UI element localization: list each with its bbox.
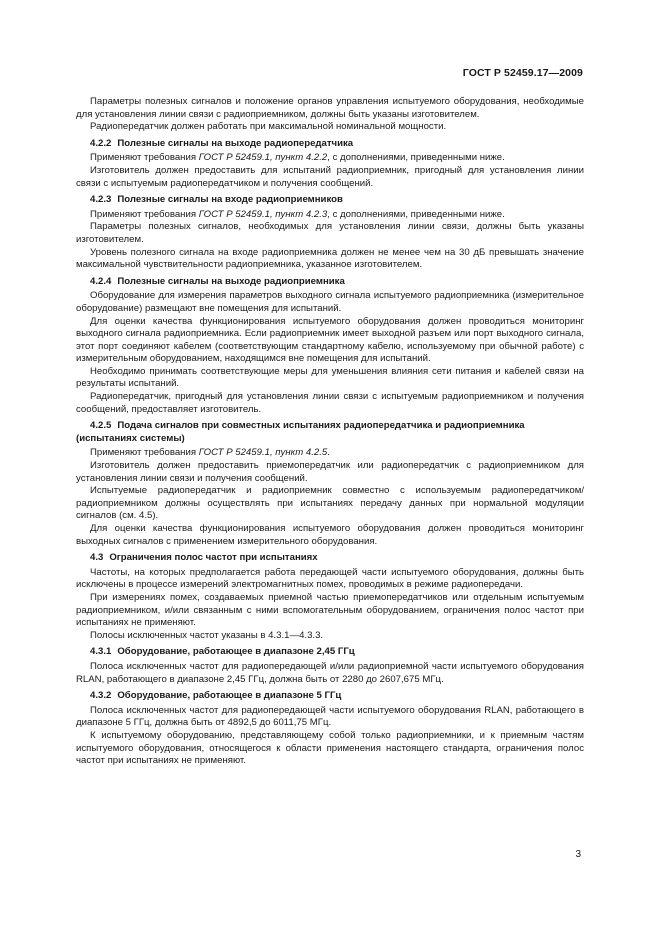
section-title: Полезные сигналы на входе радиоприемников [117,194,343,206]
intro-paragraph-1: Параметры полезных сигналов и положение органов управления испытуемого оборудования, необходимые для установления линии связи с радиоприемником, должны быть указаны изготовителем. [76,96,584,120]
section-number: 4.2.2 [90,137,112,149]
paragraph: Полосы исключенных частот указаны в 4.3.1—4.3.3. [90,629,324,641]
paragraph: Параметры полезных сигналов, необходимых для установления линии связи, должны быть указаны изготовителем. [76,221,584,245]
standard-reference: ГОСТ Р 52459.1, пункт 4.2.5 [198,447,328,459]
page-number: 3 [575,849,581,860]
section-heading-4-2-5 [76,420,584,445]
paragraph: Радиопередатчик, пригодный для установления линии связи с испытуемым радиоприемником и получения сообщений, предоставляет изготовитель. [76,391,584,415]
text-run: Применяют требования [90,447,199,459]
standard-reference: ГОСТ Р 52459.1, пункт 4.2.3 [198,208,328,220]
paragraph [76,447,584,460]
paragraph: Изготовитель должен предоставить для испытаний радиоприемник, пригодный для установления линии связи с испытуемым радиопередатчиком и получения сообщений. [76,164,584,189]
intro-paragraph-2: Радиопередатчик должен работать при максимальной номинальной мощности. [90,121,447,133]
section-title: Ограничения полос частот при испытаниях [109,552,318,564]
paragraph: При измерениях помех, создаваемых приемной частью приемопередатчиков или отдельным испытуемым радиоприемником, и/или связанным с ними вспомогательным оборудованием, ограничения полос частот при испытаниях не применяют. [76,591,584,629]
section-title: Оборудование, работающее в диапазоне 5 ГГц [117,690,342,702]
text-run: Применяют требования [90,208,199,220]
section-number: 4.2.3 [90,194,112,206]
section-number: 4.3.2 [90,690,112,702]
paragraph [76,209,584,222]
text-run: Применяют требования [90,152,199,164]
paragraph: Испытуемые радиопередатчик и радиоприемник совместно с используемым радиопередатчиком/радиоприемником должны осуществлять при испытаниях передачу данных при нормальной модуляции сигналов (см. 4.5). [76,485,584,522]
paragraph: Оборудование для измерения параметров выходного сигнала испытуемого радиоприемника (измерительное оборудование) размещают вне помещения для испытаний. [76,290,584,314]
section-heading-4-2-4 [76,276,584,289]
section-heading-4-2-3 [76,194,584,207]
paragraph: К испытуемому оборудованию, представляющему собой только радиоприемники, и к приемным частям испытуемого оборудования, относящегося к области применения настоящего стандарта, ограничения полос частот при испытаниях не применяют. [76,729,584,767]
section-heading-4-3-1 [76,646,584,659]
text-run: , с дополнениями, приведенными ниже. [327,208,505,220]
paragraph: Изготовитель должен предоставить приемопередатчик или радиопередатчик с радиоприемником для установления линии связи и получения сообщений. [76,460,584,484]
text-run: . [327,447,330,459]
standard-reference: ГОСТ Р 52459.1, пункт 4.2.2 [198,152,328,164]
paragraph: Уровень полезного сигнала на входе радиоприемника должен не менее чем на 30 дБ превышать значение максимальной чувствительности радиоприемника, указанное изготовителем. [76,246,584,271]
section-title: Полезные сигналы на выходе радиоприемника [117,275,345,287]
section-number: 4.3.1 [90,646,112,658]
paragraph [76,152,584,165]
section-number: 4.3 [90,552,104,564]
paragraph: Частоты, на которых предполагается работа передающей части испытуемого оборудования, должны быть исключены в процессе измерений электромагнитных помех, проводимых в режиме радиопередачи. [76,566,584,591]
section-number: 4.2.4 [90,275,112,287]
section-number: 4.2.5 [90,420,112,432]
paragraph: Для оценки качества функционирования испытуемого оборудования должен проводиться мониторинг выходных сигналов с применением измерительного оборудования. [76,523,584,547]
section-heading-4-3 [76,552,584,565]
paragraph: Полоса исключенных частот для радиопередающей части испытуемого оборудования RLAN, работающего в диапазоне 5 ГГц, должна быть от 4892,5 до 6011,75 МГц. [76,704,584,729]
paragraph: Для оценки качества функционирования испытуемого оборудования должен проводиться мониторинг выходного сигнала радиоприемника. Если радиоприемник имеет выходной разъем или порт выходного сигнала, этот порт соединяют кабелем (соответствующим стандартному кабелю, используемому при обычной работе) с измерительным оборудованием, находящимся вне помещения для испытаний. [76,315,584,365]
text-run: , с дополнениями, приведенными ниже. [327,152,505,164]
section-title: Оборудование, работающее в диапазоне 2,45 ГГц [117,646,355,658]
section-title: Полезные сигналы на выходе радиопередатчика [117,137,354,149]
section-heading-4-2-2 [76,138,584,151]
section-heading-4-3-2 [76,690,584,703]
document-body [76,96,584,768]
paragraph: Полоса исключенных частот для радиопередающей и/или радиоприемной части испытуемого оборудования RLAN, работающего в диапазоне 2,45 ГГц, должна быть от 2280 до 2607,675 МГц. [76,660,584,685]
document-code-header: ГОСТ Р 52459.17—2009 [462,67,583,79]
paragraph: Необходимо принимать соответствующие меры для уменьшения влияния сети питания и кабелей связи на результаты испытаний. [76,365,584,390]
section-title: Подача сигналов при совместных испытаниях радиопередатчика и радиоприемника (испытаниях системы) [76,420,525,444]
